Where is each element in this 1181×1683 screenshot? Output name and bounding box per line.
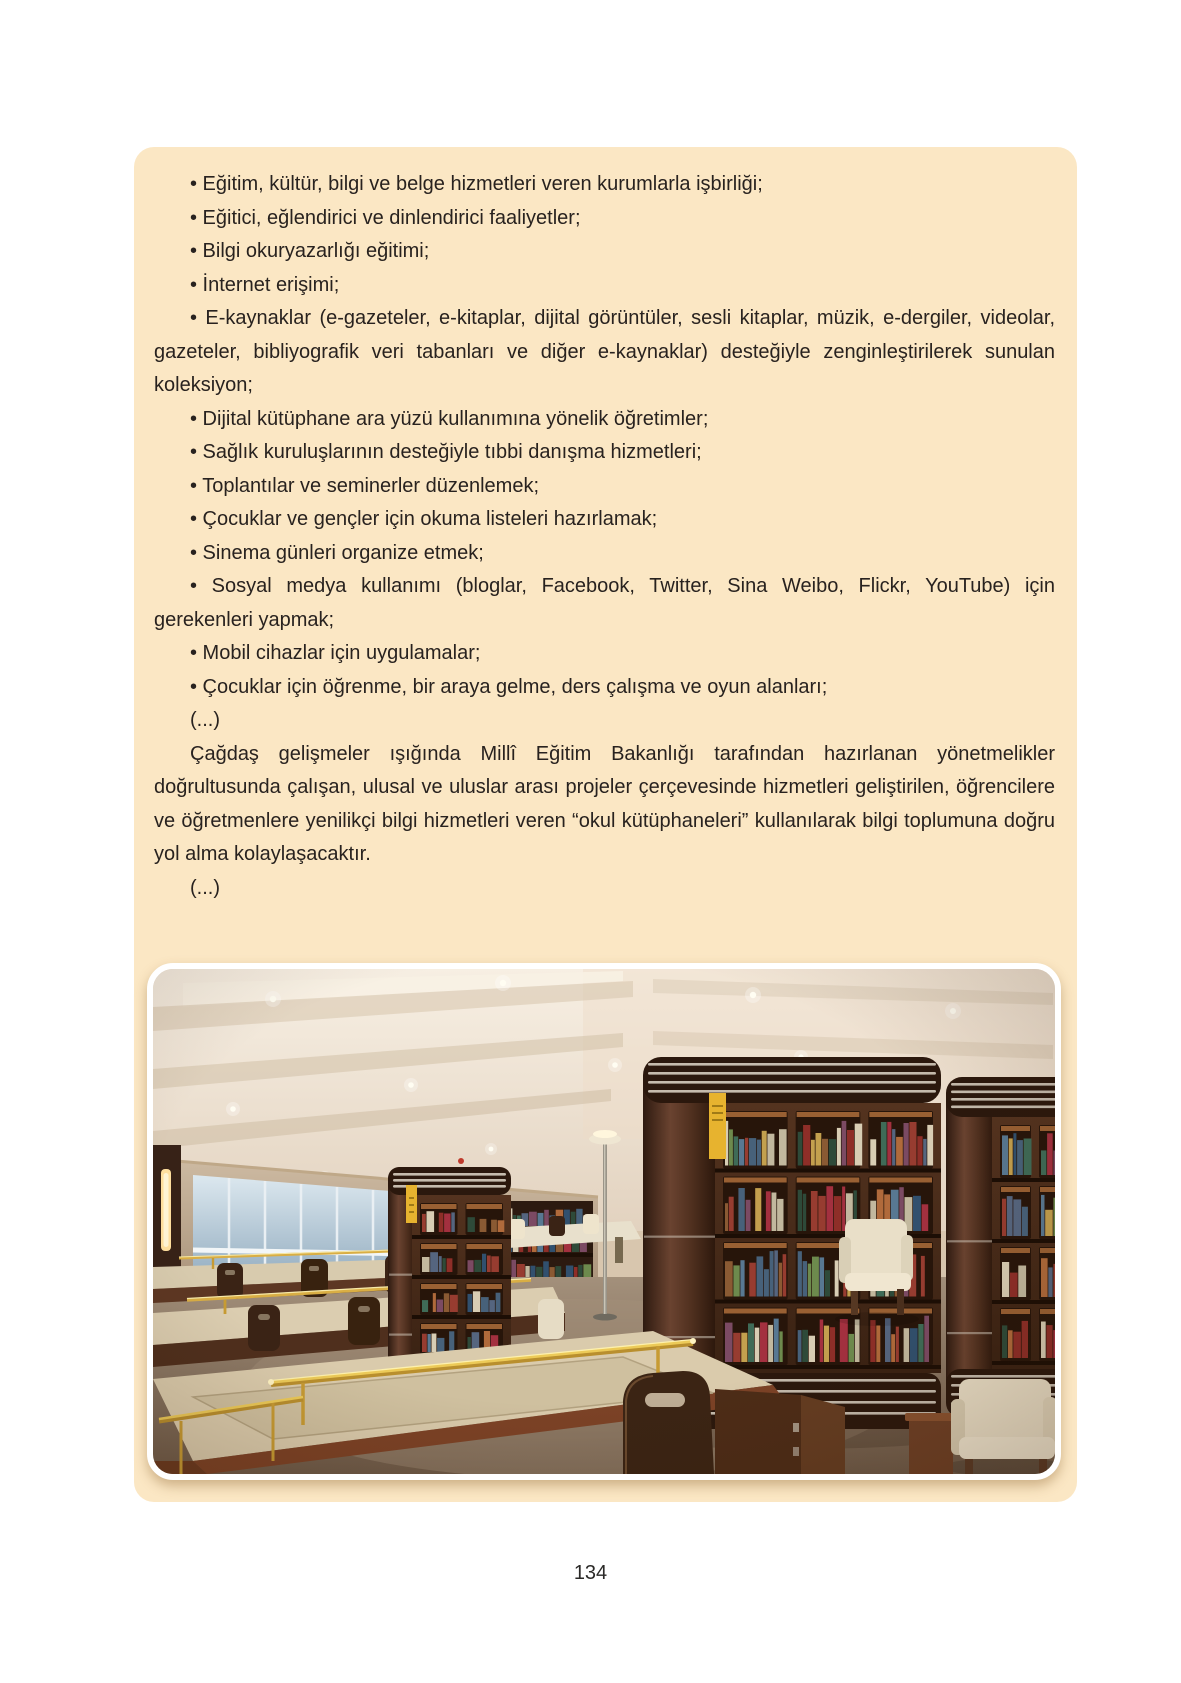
article-text	[134, 147, 1077, 905]
bullet-item: • Sağlık kuruluşlarının desteğiyle tıbbi danışma hizmetleri;	[190, 441, 702, 463]
paragraph: Çağdaş gelişmeler ışığında Millî Eğitim Bakanlığı tarafından hazırlanan yönetmelikler doğrultusunda çalışan, ulusal ve uluslar arası projeler çerçevesinde hizmetleri geliştirilen, öğrencilere ve öğretmenlere yenilikçi bilgi hizmetleri veren “okul kütüphaneleri” kullanılarak bilgi toplumuna doğru yol alma kolaylaşacaktır.	[154, 742, 1055, 865]
library-photo-frame	[147, 963, 1061, 1480]
paragraph: (...)	[190, 709, 220, 731]
bullet-item: • Sosyal medya kullanımı (bloglar, Facebook, Twitter, Sina Weibo, Flickr, YouTube) için gerekenleri yapmak;	[154, 575, 1055, 631]
bullet-item: • Dijital kütüphane ara yüzü kullanımına yönelik öğretimler;	[190, 407, 709, 430]
page-footer	[0, 1562, 1181, 1585]
bullet-item: • Bilgi okuryazarlığı eğitimi;	[190, 240, 430, 262]
content-box	[134, 147, 1077, 1502]
bullet-item: • E-kaynaklar (e-gazeteler, e-kitaplar, dijital görüntüler, sesli kitaplar, müzik, e-dergiler, videolar, gazeteler, bibliyografik veri tabanları ve diğer e-kaynaklar) desteğiyle zenginleştirilerek sunulan koleksiyon;	[154, 307, 1055, 396]
paragraph: (...)	[190, 876, 220, 899]
page-number: 134	[573, 1562, 608, 1584]
bullet-item: • Çocuklar için öğrenme, bir araya gelme, ders çalışma ve oyun alanları;	[190, 675, 828, 698]
bullet-item: • Çocuklar ve gençler için okuma listeleri hazırlamak;	[190, 508, 658, 530]
bullet-item: • Eğitici, eğlendirici ve dinlendirici faaliyetler;	[190, 206, 581, 229]
library-photo	[153, 969, 1055, 1474]
photo-vignette	[153, 969, 1055, 1474]
bullet-item: • Sinema günleri organize etmek;	[190, 541, 484, 564]
bullet-item: • Eğitim, kültür, bilgi ve belge hizmetleri veren kurumlarla işbirliği;	[190, 173, 763, 195]
bullet-item: • İnternet erişimi;	[190, 273, 340, 296]
bullet-item: • Toplantılar ve seminerler düzenlemek;	[190, 474, 540, 497]
bullet-item: • Mobil cihazlar için uygulamalar;	[190, 642, 481, 664]
